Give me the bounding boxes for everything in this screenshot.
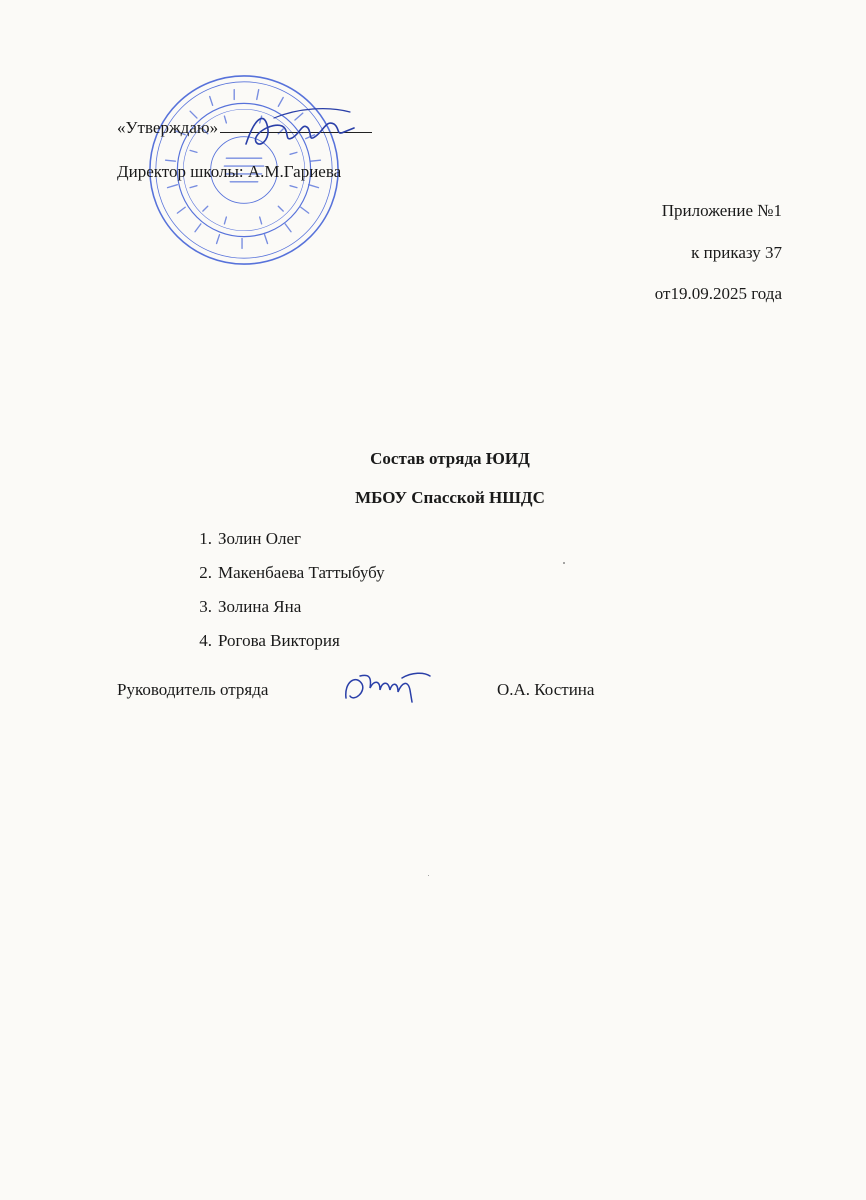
leader-label: Руководитель отряда [117, 680, 269, 699]
leader-signature [340, 668, 432, 708]
director-name: Директор школы: А.М.Гариева [117, 162, 342, 181]
list-item [178, 631, 385, 665]
list-item-number: 4. [199, 631, 212, 650]
list-item [178, 597, 385, 631]
document-title: Состав отряда ЮИД [370, 449, 530, 468]
list-item-number: 3. [199, 597, 212, 616]
list-item-number: 1. [199, 529, 212, 548]
appendix-number: Приложение №1 [661, 201, 782, 220]
list-item-name: Золин Олег [218, 529, 301, 548]
leader-name: О.А. Костина [497, 680, 595, 699]
list-item [178, 529, 385, 563]
document-subtitle: МБОУ Спасской НШДС [355, 488, 545, 507]
list-item-name: Макенбаева Таттыбубу [218, 563, 385, 582]
appendix-date: от19.09.2025 года [654, 284, 782, 303]
list-item-name: Золина Яна [218, 597, 302, 616]
list-item-name: Рогова Виктория [218, 631, 340, 650]
list-item [178, 563, 385, 597]
paper-speck [428, 875, 429, 876]
director-signature [238, 104, 358, 156]
appendix-order: к приказу 37 [691, 243, 782, 262]
list-item-number: 2. [199, 563, 212, 582]
members-list [178, 529, 385, 665]
approval-text: «Утверждаю» [117, 118, 219, 137]
paper-speck [563, 562, 565, 564]
